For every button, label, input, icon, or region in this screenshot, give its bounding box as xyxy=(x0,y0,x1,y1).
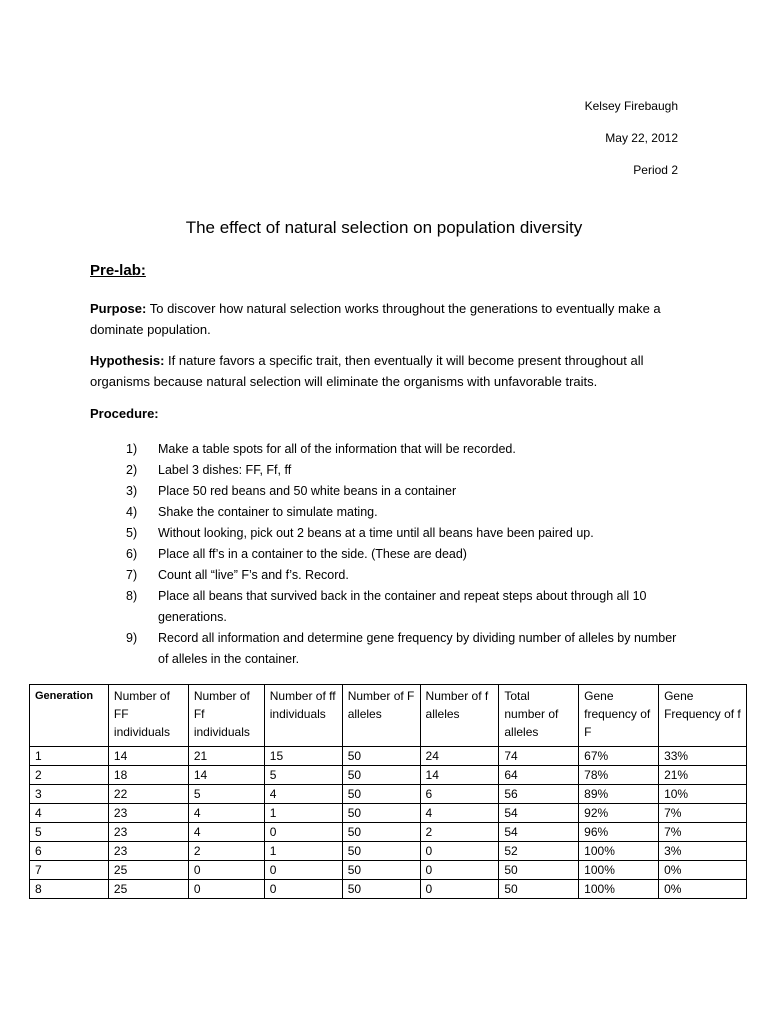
table-header-row xyxy=(30,685,747,747)
table-cell: 1 xyxy=(264,842,342,861)
hypothesis-paragraph xyxy=(90,350,680,392)
class-period: Period 2 xyxy=(633,163,678,177)
table-cell: 6 xyxy=(30,842,109,861)
generation-table xyxy=(29,684,747,899)
table-cell: 25 xyxy=(108,880,188,899)
table-cell: 14 xyxy=(108,747,188,766)
table-cell: 64 xyxy=(499,766,579,785)
table-row xyxy=(30,747,747,766)
table-header-cell: Gene frequency of F xyxy=(579,685,659,747)
purpose-label: Purpose: xyxy=(90,301,147,316)
purpose-text: To discover how natural selection works throughout the generations to eventually make a dominate population. xyxy=(90,301,661,337)
table-cell: 1 xyxy=(30,747,109,766)
table-row xyxy=(30,880,747,899)
table-header-cell: Number of F alleles xyxy=(342,685,420,747)
table-cell: 6 xyxy=(420,785,499,804)
table-cell: 4 xyxy=(30,804,109,823)
table-cell: 2 xyxy=(188,842,264,861)
table-cell: 0 xyxy=(420,880,499,899)
table-row xyxy=(30,861,747,880)
table-cell: 23 xyxy=(108,842,188,861)
table-cell: 1 xyxy=(264,804,342,823)
table-cell: 50 xyxy=(342,766,420,785)
procedure-step: 5) Without looking, pick out 2 beans at a time until all beans have been paired up. xyxy=(126,526,594,540)
table-cell: 14 xyxy=(420,766,499,785)
table-header-cell: Total number of alleles xyxy=(499,685,579,747)
table-cell: 74 xyxy=(499,747,579,766)
table-header-cell: Number of f alleles xyxy=(420,685,499,747)
procedure-step: 1) Make a table spots for all of the information that will be recorded. xyxy=(126,442,516,456)
author-name: Kelsey Firebaugh xyxy=(584,99,678,113)
table-row xyxy=(30,804,747,823)
table-cell: 50 xyxy=(342,880,420,899)
table-cell: 0 xyxy=(420,861,499,880)
table-cell: 78% xyxy=(579,766,659,785)
table-cell: 5 xyxy=(264,766,342,785)
table-cell: 4 xyxy=(420,804,499,823)
table-cell: 4 xyxy=(188,804,264,823)
table-cell: 54 xyxy=(499,804,579,823)
table-cell: 50 xyxy=(342,823,420,842)
procedure-step: 6) Place all ff’s in a container to the side. (These are dead) xyxy=(126,547,467,561)
table-cell: 2 xyxy=(30,766,109,785)
table-cell: 23 xyxy=(108,804,188,823)
table-cell: 10% xyxy=(659,785,747,804)
table-cell: 33% xyxy=(659,747,747,766)
table-cell: 92% xyxy=(579,804,659,823)
table-cell: 7 xyxy=(30,861,109,880)
report-date: May 22, 2012 xyxy=(605,131,678,145)
table-cell: 54 xyxy=(499,823,579,842)
table-cell: 4 xyxy=(188,823,264,842)
table-cell: 50 xyxy=(342,861,420,880)
table-cell: 5 xyxy=(30,823,109,842)
purpose-paragraph xyxy=(90,298,680,340)
prelab-heading: Pre-lab: xyxy=(90,262,146,279)
table-cell: 0% xyxy=(659,861,747,880)
table-cell: 50 xyxy=(342,842,420,861)
procedure-list xyxy=(126,439,686,670)
table-header-cell: Gene Frequency of f xyxy=(659,685,747,747)
table-cell: 3% xyxy=(659,842,747,861)
table-cell: 21% xyxy=(659,766,747,785)
procedure-step: 4) Shake the container to simulate mating. xyxy=(126,505,378,519)
hypothesis-text: If nature favors a specific trait, then eventually it will become present throughout all organisms because natural selection will eliminate the organisms with unfavorable traits. xyxy=(90,353,644,389)
table-cell: 100% xyxy=(579,861,659,880)
table-cell: 4 xyxy=(264,785,342,804)
table-cell: 52 xyxy=(499,842,579,861)
table-cell: 50 xyxy=(499,861,579,880)
procedure-step: 3) Place 50 red beans and 50 white beans in a container xyxy=(126,484,457,498)
procedure-step: 7) Count all “live” F’s and f’s. Record. xyxy=(126,568,349,582)
table-cell: 0 xyxy=(264,880,342,899)
table-header-cell: Number of ff individuals xyxy=(264,685,342,747)
table-cell: 50 xyxy=(499,880,579,899)
table-cell: 100% xyxy=(579,880,659,899)
procedure-step: 8) Place all beans that survived back in the container and repeat steps about through all 10 generations. xyxy=(126,589,647,624)
table-header-cell: Number of FF individuals xyxy=(108,685,188,747)
table-cell: 14 xyxy=(188,766,264,785)
table-cell: 0 xyxy=(264,823,342,842)
table-cell: 100% xyxy=(579,842,659,861)
table-cell: 0% xyxy=(659,880,747,899)
table-cell: 50 xyxy=(342,804,420,823)
table-cell: 56 xyxy=(499,785,579,804)
procedure-step: 9) Record all information and determine gene frequency by dividing number of alleles by number of alleles in the container. xyxy=(126,631,677,666)
header-block xyxy=(585,90,678,186)
table-cell: 25 xyxy=(108,861,188,880)
table-cell: 96% xyxy=(579,823,659,842)
table-cell: 5 xyxy=(188,785,264,804)
table-cell: 7% xyxy=(659,823,747,842)
procedure-step: 2) Label 3 dishes: FF, Ff, ff xyxy=(126,463,292,477)
table-row xyxy=(30,766,747,785)
table-cell: 67% xyxy=(579,747,659,766)
table-row xyxy=(30,823,747,842)
table-cell: 15 xyxy=(264,747,342,766)
table-cell: 0 xyxy=(188,861,264,880)
table-cell: 21 xyxy=(188,747,264,766)
table-cell: 50 xyxy=(342,785,420,804)
table-cell: 23 xyxy=(108,823,188,842)
table-header-cell: Number of Ff individuals xyxy=(188,685,264,747)
table-body xyxy=(30,747,747,899)
table-cell: 0 xyxy=(420,842,499,861)
table-cell: 0 xyxy=(188,880,264,899)
table-header-cell: Generation xyxy=(30,685,109,747)
procedure-heading: Procedure: xyxy=(90,406,159,421)
table-cell: 2 xyxy=(420,823,499,842)
table-cell: 18 xyxy=(108,766,188,785)
table-cell: 3 xyxy=(30,785,109,804)
table-cell: 7% xyxy=(659,804,747,823)
table-row xyxy=(30,785,747,804)
table-cell: 89% xyxy=(579,785,659,804)
hypothesis-label: Hypothesis: xyxy=(90,353,165,368)
table-row xyxy=(30,842,747,861)
table-cell: 24 xyxy=(420,747,499,766)
table-cell: 22 xyxy=(108,785,188,804)
document-title: The effect of natural selection on population diversity xyxy=(185,218,583,237)
table-cell: 0 xyxy=(264,861,342,880)
table-cell: 50 xyxy=(342,747,420,766)
table-cell: 8 xyxy=(30,880,109,899)
